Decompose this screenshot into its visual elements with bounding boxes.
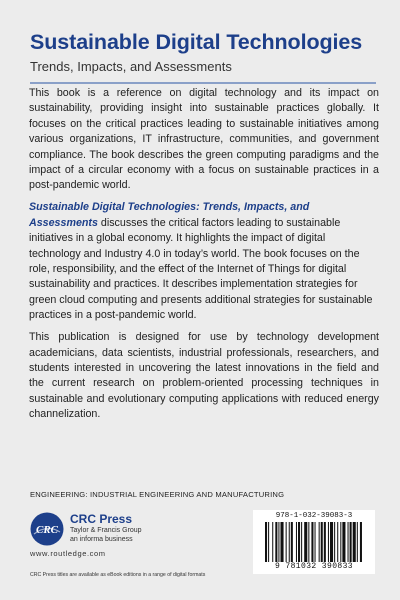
barcode-bar — [289, 522, 290, 562]
barcode-bar — [321, 522, 323, 562]
ebook-footnote: CRC Press titles are available as eBook editions in a range of digital formats — [30, 572, 206, 578]
barcode-bar — [298, 522, 300, 562]
barcode-bar — [268, 522, 269, 562]
title-divider — [30, 82, 376, 84]
publisher-group: Taylor & Francis Group — [70, 527, 142, 534]
isbn-barcode — [253, 510, 375, 574]
barcode-bar — [308, 522, 309, 562]
barcode-bar — [353, 522, 356, 562]
barcode-bar — [360, 522, 362, 562]
book-subtitle: Trends, Impacts, and Assessments — [30, 59, 232, 74]
barcode-bar — [337, 522, 338, 562]
crc-press-logo-icon — [30, 512, 64, 546]
book-title: Sustainable Digital Technologies — [30, 30, 363, 54]
barcode-bar — [315, 522, 316, 562]
barcode-bar — [330, 522, 333, 562]
barcode-bar — [324, 522, 326, 562]
barcode-bar — [265, 522, 267, 562]
barcode-bar — [348, 522, 349, 562]
barcode-bar — [342, 522, 345, 562]
description-paragraph-2 — [29, 200, 379, 323]
publisher-tagline: an informa business — [70, 536, 133, 543]
barcode-bar — [278, 522, 279, 562]
description — [29, 86, 379, 429]
barcode-bar — [328, 522, 329, 562]
isbn-number: 978-1-032-39083-3 — [275, 512, 353, 520]
barcode-bar — [319, 522, 320, 562]
description-title-reference: Sustainable Digital Technologies: Trends, Impacts, and Assessments — [29, 201, 310, 229]
description-paragraph-1: This book is a reference on digital technology and its impact on sustainability, providing insight into sustainable practices globally. It focuses on the critical practices leading to sustainable initiatives among various organizations, IT infrastructure, communities, and government compliance. The book describes the green computing paradigms and the impact of a circular economy with a focus on sustainable practices in a post-pandemic world. — [29, 87, 379, 192]
publisher-website[interactable]: www.routledge.com — [30, 549, 106, 558]
barcode-bar — [291, 522, 293, 562]
description-paragraph-3: This publication is designed for use by technology development academicians, data scientists, industrial professionals, researchers, and students interested in uncovering the latest innovations in the field and the current research on problem-oriented processing techniques in sustainable and evolutionary computing applications with reduced energy channelization. — [29, 331, 379, 421]
barcode-bar — [275, 522, 277, 562]
crc-logo-text: CRC — [35, 524, 59, 536]
barcode-bar — [350, 522, 352, 562]
barcode-bar — [301, 522, 302, 562]
barcode-bar — [286, 522, 287, 562]
publisher-name: CRC Press — [70, 512, 133, 526]
barcode-bar — [272, 522, 273, 562]
barcode-bar — [280, 522, 283, 562]
barcode-bar — [357, 522, 358, 562]
ean-digits: 9 781032 390833 — [274, 562, 353, 571]
barcode-bar — [304, 522, 307, 562]
description-paragraph-2-text: discusses the critical factors leading to sustainable initiatives in a global economy. It highlights the impact of digital technology and Industry 4.0 in today’s world. The book focuses on the role, responsibility, and the effect of the Internet of Things for digital sustainability and practices. It describes implementation strategies for green cloud computing and presents additional strategies for sustainable practices in a post-pandemic world. — [29, 216, 373, 322]
barcode-bar — [311, 522, 313, 562]
barcode-bar — [334, 522, 335, 562]
barcode-bar — [296, 522, 297, 562]
publisher-info — [70, 513, 142, 544]
barcode-bar — [340, 522, 341, 562]
subject-category: ENGINEERING: INDUSTRIAL ENGINEERING AND MANUFACTURING — [30, 490, 285, 499]
barcode-bars — [265, 522, 363, 562]
